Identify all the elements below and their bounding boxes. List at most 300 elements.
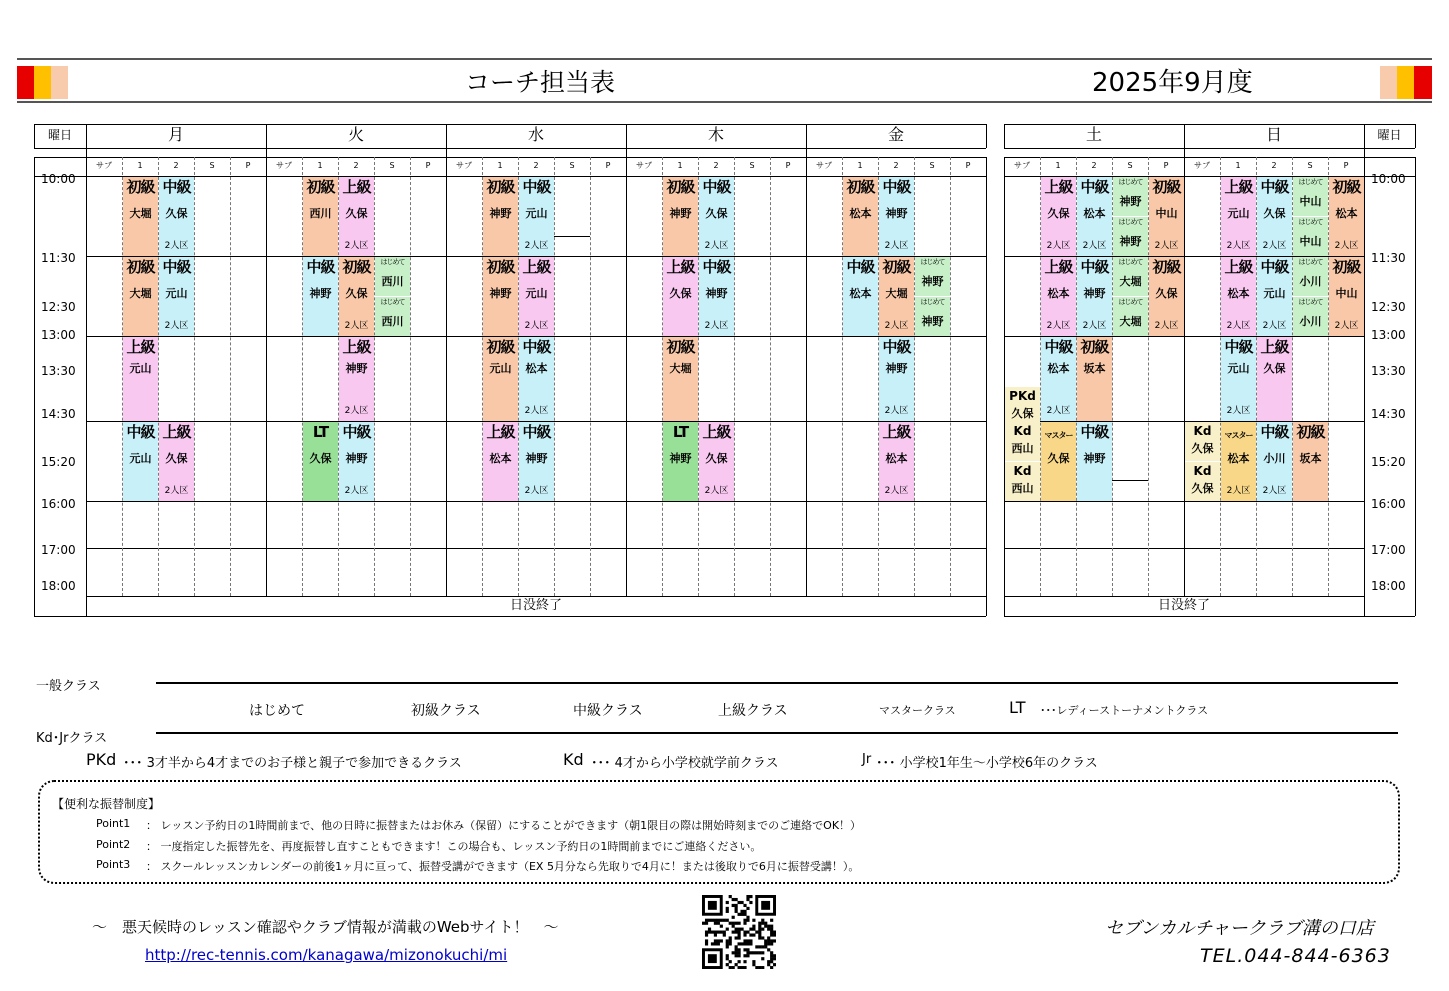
subcol-header: 1 xyxy=(1055,161,1061,170)
class-coach: 神野 xyxy=(309,287,332,300)
grid-rule xyxy=(1004,148,1415,149)
class-level: 初級 xyxy=(486,178,515,196)
kids-label: Kd xyxy=(1013,424,1032,438)
class-note: 2人区 xyxy=(524,321,549,331)
site-link[interactable]: http://rec-tennis.com/kanagawa/mizonokuchi/mi xyxy=(145,946,508,964)
class-coach: 久保 xyxy=(1263,362,1286,375)
class-level: マスター xyxy=(1044,431,1073,440)
class-cell xyxy=(483,422,518,501)
class-level: 初級 xyxy=(486,338,515,356)
grid-subcol-rule xyxy=(410,157,411,596)
class-note: 2人区 xyxy=(164,321,189,331)
class-cell xyxy=(1077,177,1112,256)
class-coach: 元山 xyxy=(129,362,152,375)
hajimete-label: はじめて xyxy=(1118,298,1143,306)
hajimete-coach: 神野 xyxy=(1119,235,1142,248)
legend-lt-label: LT xyxy=(1009,698,1026,717)
subcol-header: 2 xyxy=(533,161,539,170)
class-level: 中級 xyxy=(162,258,191,276)
grid-subcol-rule xyxy=(194,157,195,596)
grid-subcol-rule xyxy=(230,157,231,596)
class-note: 2人区 xyxy=(1262,486,1287,496)
subcol-header: S xyxy=(389,161,395,170)
subcol-header: 2 xyxy=(1271,161,1277,170)
subcol-header: 1 xyxy=(137,161,143,170)
hajimete-coach: 西川 xyxy=(381,275,404,288)
class-cell xyxy=(843,257,878,336)
qr-code-icon xyxy=(702,895,776,969)
class-note: 2人区 xyxy=(524,486,549,496)
legend-pkd-label: PKd xyxy=(86,750,117,769)
time-label-left: 16:00 xyxy=(41,497,76,511)
hajimete-label: はじめて xyxy=(1298,178,1323,186)
subcol-header: 2 xyxy=(353,161,359,170)
subcol-header: P xyxy=(785,161,791,170)
class-note: 2人区 xyxy=(1046,241,1071,251)
page-title: コーチ担当表 xyxy=(465,68,616,97)
subcol-header: P xyxy=(605,161,611,170)
hajimete-coach: 大堀 xyxy=(1119,315,1142,328)
hajimete-cell xyxy=(1293,257,1328,296)
class-level: 初級 xyxy=(1332,258,1361,276)
class-cell xyxy=(843,177,878,256)
class-coach: 久保 xyxy=(345,287,368,300)
time-label-right: 18:00 xyxy=(1371,579,1406,593)
hajimete-cell xyxy=(1293,297,1328,336)
class-level: 上級 xyxy=(666,258,695,276)
class-note: 2人区 xyxy=(524,406,549,416)
class-cell xyxy=(1077,422,1112,501)
class-coach: 元山 xyxy=(165,287,188,300)
class-coach: 神野 xyxy=(669,207,692,220)
time-label-left: 10:00 xyxy=(41,172,76,186)
class-note: 2人区 xyxy=(344,486,369,496)
grid-rule xyxy=(1184,124,1185,596)
class-note: 2人区 xyxy=(884,241,909,251)
subcol-header: P xyxy=(965,161,971,170)
class-note: 2人区 xyxy=(1046,321,1071,331)
subcol-header: 1 xyxy=(857,161,863,170)
hajimete-coach: 神野 xyxy=(921,315,944,328)
class-level: LT xyxy=(672,423,689,441)
class-cell xyxy=(1041,337,1076,421)
hajimete-label: はじめて xyxy=(920,258,945,266)
class-cell xyxy=(663,257,698,336)
time-label-left: 12:30 xyxy=(41,300,76,314)
subcol-header: サブ xyxy=(1194,161,1210,170)
transfer-point2-text: ： 一度指定した振替先を、再度振替し直すこともできます！この場合も、レッスン予約日の1時間前までにご連絡ください。 xyxy=(146,840,762,853)
class-note: 2人区 xyxy=(1262,241,1287,251)
day-header-1: 火 xyxy=(347,125,364,144)
legend-advanced: 上級クラス xyxy=(718,703,788,719)
kids-cell xyxy=(1005,387,1040,426)
class-level: 中級 xyxy=(306,258,335,276)
hajimete-cell xyxy=(1113,217,1148,256)
time-label-left: 13:30 xyxy=(41,364,76,378)
class-coach: 小川 xyxy=(1263,452,1286,465)
transfer-title: 【便利な振替制度】 xyxy=(52,797,161,811)
hajimete-coach: 中山 xyxy=(1299,195,1322,208)
class-level: LT xyxy=(312,423,329,441)
legend-lt-desc: ･･･レディーストーナメントクラス xyxy=(1040,704,1209,717)
class-level: マスター xyxy=(1224,431,1253,440)
transfer-box xyxy=(38,780,1400,884)
class-cell xyxy=(1041,422,1076,501)
class-level: 中級 xyxy=(882,178,911,196)
class-coach: 元山 xyxy=(129,452,152,465)
class-level: 中級 xyxy=(1260,178,1289,196)
class-level: 中級 xyxy=(702,258,731,276)
hajimete-cell xyxy=(375,297,410,336)
class-cell xyxy=(1041,177,1076,256)
class-coach: 松本 xyxy=(1083,207,1106,220)
class-coach: 久保 xyxy=(1047,207,1070,220)
class-coach: 久保 xyxy=(165,207,188,220)
class-coach: 神野 xyxy=(345,362,368,375)
class-coach: 神野 xyxy=(669,452,692,465)
weekday-header: 曜日 xyxy=(47,128,72,142)
class-cell xyxy=(339,257,374,336)
class-coach: 久保 xyxy=(1155,287,1178,300)
legend-jr-desc: ･･･ 小学校1年生～小学校6年のクラス xyxy=(876,756,1098,771)
subcol-header: サブ xyxy=(96,161,112,170)
day-header-4: 金 xyxy=(887,125,904,144)
class-coach: 久保 xyxy=(165,452,188,465)
class-coach: 神野 xyxy=(885,207,908,220)
header-rule-bottom xyxy=(17,101,1432,103)
class-coach: 松本 xyxy=(1335,207,1358,220)
class-level: 初級 xyxy=(126,178,155,196)
class-level: 上級 xyxy=(1224,178,1253,196)
class-note: 2人区 xyxy=(704,321,729,331)
subcol-header: P xyxy=(245,161,251,170)
day-header-3: 木 xyxy=(707,125,724,144)
class-coach: 久保 xyxy=(705,452,728,465)
stripe-red-left xyxy=(17,66,34,99)
class-coach: 神野 xyxy=(489,287,512,300)
class-coach: 大堀 xyxy=(885,287,908,300)
class-coach: 元山 xyxy=(489,362,512,375)
subcol-header: P xyxy=(1343,161,1349,170)
stripe-peach-right xyxy=(1380,66,1397,99)
time-label-right: 13:00 xyxy=(1371,328,1406,342)
class-coach: 大堀 xyxy=(129,287,152,300)
subcol-header: サブ xyxy=(816,161,832,170)
time-label-right: 16:00 xyxy=(1371,497,1406,511)
site-message: ～ 悪天候時のレッスン確認やクラブ情報が満載のWebサイト！ ～ xyxy=(92,918,559,936)
class-coach: 神野 xyxy=(489,207,512,220)
grid-rule xyxy=(1415,157,1416,616)
class-coach: 松本 xyxy=(1047,287,1070,300)
class-cell xyxy=(123,422,158,501)
class-cell xyxy=(1221,257,1256,336)
subcol-header: P xyxy=(1163,161,1169,170)
legend-general-title: 一般クラス xyxy=(36,679,101,694)
kids-coach: 西山 xyxy=(1011,442,1034,455)
hajimete-label: はじめて xyxy=(1118,258,1143,266)
class-note: 2人区 xyxy=(344,406,369,416)
class-cell xyxy=(1221,177,1256,256)
hajimete-coach: 神野 xyxy=(1119,195,1142,208)
subcol-header: S xyxy=(569,161,575,170)
day-header-0: 月 xyxy=(167,125,184,144)
class-level: 上級 xyxy=(702,423,731,441)
grid-rule xyxy=(806,124,807,596)
class-cell xyxy=(483,337,518,421)
class-coach: 中山 xyxy=(1155,207,1178,220)
time-label-right: 17:00 xyxy=(1371,543,1406,557)
class-level: 上級 xyxy=(126,338,155,356)
class-cell xyxy=(1329,257,1364,336)
class-coach: 久保 xyxy=(1263,207,1286,220)
class-level: 中級 xyxy=(1080,258,1109,276)
class-cell xyxy=(879,337,914,421)
class-note: 2人区 xyxy=(1262,321,1287,331)
grid-rule xyxy=(986,124,987,148)
class-coach: 松本 xyxy=(1047,362,1070,375)
class-cell xyxy=(159,257,194,336)
class-note: 2人区 xyxy=(1226,406,1251,416)
class-level: 初級 xyxy=(1152,178,1181,196)
grid-rule xyxy=(34,157,986,158)
grid-rule xyxy=(34,616,986,617)
stripe-yellow-left xyxy=(34,66,51,99)
class-cell xyxy=(303,257,338,336)
cell-divider xyxy=(1112,480,1148,481)
class-coach: 神野 xyxy=(885,362,908,375)
club-tel: TEL.044-844-6363 xyxy=(1200,945,1391,967)
class-coach: 西川 xyxy=(309,207,332,220)
day-header-6: 日 xyxy=(1265,125,1282,144)
class-coach: 松本 xyxy=(885,452,908,465)
class-coach: 久保 xyxy=(669,287,692,300)
header-rule-top xyxy=(17,58,1432,60)
class-note: 2人区 xyxy=(1154,241,1179,251)
time-label-left: 14:30 xyxy=(41,407,76,421)
class-cell xyxy=(1077,337,1112,421)
grid-subcol-rule xyxy=(590,157,591,596)
legend-kd-desc: ･･･ 4才から小学校就学前クラス xyxy=(591,756,779,771)
class-cell xyxy=(519,257,554,336)
hajimete-coach: 西川 xyxy=(381,315,404,328)
grid-subcol-rule xyxy=(770,157,771,596)
legend-kd-label: Kd xyxy=(563,750,584,769)
sunset-label-weekday: 日没終了 xyxy=(509,598,562,613)
class-coach: 神野 xyxy=(1083,452,1106,465)
class-cell xyxy=(483,177,518,256)
hajimete-label: はじめて xyxy=(1298,218,1323,226)
kids-label: Kd xyxy=(1013,464,1032,478)
class-note: 2人区 xyxy=(704,486,729,496)
subcol-header: S xyxy=(749,161,755,170)
hajimete-cell xyxy=(375,257,410,296)
class-coach: 元山 xyxy=(525,207,548,220)
hajimete-label: はじめて xyxy=(1118,178,1143,186)
hajimete-label: はじめて xyxy=(920,298,945,306)
class-cell xyxy=(339,422,374,501)
class-note: 2人区 xyxy=(164,486,189,496)
class-level: 初級 xyxy=(666,178,695,196)
class-cell xyxy=(159,422,194,501)
class-cell xyxy=(123,337,158,421)
hajimete-cell xyxy=(1293,177,1328,216)
class-cell xyxy=(1221,422,1256,501)
time-label-left: 13:00 xyxy=(41,328,76,342)
class-coach: 久保 xyxy=(345,207,368,220)
class-cell xyxy=(1329,177,1364,256)
class-note: 2人区 xyxy=(1334,241,1359,251)
class-level: 初級 xyxy=(1152,258,1181,276)
class-coach: 元山 xyxy=(1227,362,1250,375)
class-level: 初級 xyxy=(1080,338,1109,356)
hajimete-coach: 中山 xyxy=(1299,235,1322,248)
sunset-label-weekend: 日没終了 xyxy=(1157,598,1210,613)
class-cell xyxy=(663,422,698,501)
legend-pkd-desc: ･･･ 3才半から4才までのお子様と親子で参加できるクラス xyxy=(123,756,462,771)
time-label-left: 17:00 xyxy=(41,543,76,557)
subcol-header: 1 xyxy=(317,161,323,170)
class-note: 2人区 xyxy=(1046,406,1071,416)
class-coach: 元山 xyxy=(1263,287,1286,300)
class-coach: 神野 xyxy=(345,452,368,465)
subcol-header: S xyxy=(1127,161,1133,170)
legend-hajimete: はじめて xyxy=(249,703,305,719)
class-note: 2人区 xyxy=(524,241,549,251)
time-label-left: 11:30 xyxy=(41,251,76,265)
class-cell xyxy=(879,257,914,336)
class-coach: 神野 xyxy=(525,452,548,465)
class-cell xyxy=(1221,337,1256,421)
class-cell xyxy=(1293,422,1328,501)
kids-cell xyxy=(1005,462,1040,501)
class-cell xyxy=(1149,177,1184,256)
class-note: 2人区 xyxy=(884,486,909,496)
hajimete-cell xyxy=(1113,177,1148,216)
class-note: 2人区 xyxy=(1154,321,1179,331)
legend-intermediate: 中級クラス xyxy=(573,703,643,719)
class-level: 初級 xyxy=(306,178,335,196)
class-coach: 坂本 xyxy=(1083,362,1106,375)
subcol-header: 2 xyxy=(1091,161,1097,170)
time-label-right: 11:30 xyxy=(1371,251,1406,265)
hajimete-cell xyxy=(915,257,950,296)
class-note: 2人区 xyxy=(1082,241,1107,251)
class-level: 初級 xyxy=(342,258,371,276)
class-level: 初級 xyxy=(486,258,515,276)
class-cell xyxy=(1257,177,1292,256)
class-cell xyxy=(303,177,338,256)
class-level: 中級 xyxy=(522,178,551,196)
class-level: 上級 xyxy=(162,423,191,441)
time-label-right: 15:20 xyxy=(1371,455,1406,469)
class-level: 中級 xyxy=(162,178,191,196)
class-level: 上級 xyxy=(342,178,371,196)
class-level: 上級 xyxy=(486,423,515,441)
class-cell xyxy=(1041,257,1076,336)
class-level: 中級 xyxy=(1080,178,1109,196)
class-note: 2人区 xyxy=(164,241,189,251)
class-coach: 久保 xyxy=(1047,452,1070,465)
class-cell xyxy=(483,257,518,336)
class-note: 2人区 xyxy=(1226,321,1251,331)
class-level: 中級 xyxy=(126,423,155,441)
grid-rule xyxy=(34,148,986,149)
class-cell xyxy=(1257,422,1292,501)
legend-kids-title: Kd･Jrクラス xyxy=(36,731,108,746)
kids-label: Kd xyxy=(1193,464,1212,478)
subcol-header: S xyxy=(1307,161,1313,170)
class-coach: 松本 xyxy=(1227,287,1250,300)
grid-rule xyxy=(34,157,35,616)
kids-coach: 西山 xyxy=(1011,482,1034,495)
class-level: 初級 xyxy=(1332,178,1361,196)
class-note: 2人区 xyxy=(884,321,909,331)
transfer-point2-label: Point2 xyxy=(96,838,131,851)
class-cell xyxy=(663,337,698,421)
hajimete-label: はじめて xyxy=(380,298,405,306)
hajimete-label: はじめて xyxy=(380,258,405,266)
subcol-header: サブ xyxy=(636,161,652,170)
club-name: セブンカルチャークラブ溝の口店 xyxy=(1105,918,1374,939)
hajimete-cell xyxy=(1113,257,1148,296)
class-coach: 元山 xyxy=(1227,207,1250,220)
class-coach: 久保 xyxy=(309,452,332,465)
class-cell xyxy=(519,422,554,501)
class-level: 初級 xyxy=(882,258,911,276)
class-note: 2人区 xyxy=(1226,486,1251,496)
transfer-point1-label: Point1 xyxy=(96,817,131,830)
grid-rule xyxy=(266,124,267,596)
hajimete-label: はじめて xyxy=(1118,218,1143,226)
class-note: 2人区 xyxy=(1082,321,1107,331)
grid-rule xyxy=(986,157,987,616)
class-cell xyxy=(519,337,554,421)
kids-coach: 久保 xyxy=(1011,407,1034,420)
subcol-header: 2 xyxy=(713,161,719,170)
grid-rule xyxy=(1415,124,1416,148)
class-coach: 大堀 xyxy=(129,207,152,220)
kids-cell xyxy=(1005,422,1040,461)
class-level: 中級 xyxy=(1044,338,1073,356)
time-label-right: 10:00 xyxy=(1371,172,1406,186)
class-level: 中級 xyxy=(882,338,911,356)
grid-rule xyxy=(626,124,627,596)
grid-subcol-rule xyxy=(950,157,951,596)
subcol-header: 1 xyxy=(1235,161,1241,170)
class-level: 中級 xyxy=(1260,423,1289,441)
class-coach: 神野 xyxy=(1083,287,1106,300)
class-note: 2人区 xyxy=(344,241,369,251)
class-level: 初級 xyxy=(1296,423,1325,441)
kids-label: Kd xyxy=(1193,424,1212,438)
class-level: 上級 xyxy=(1260,338,1289,356)
time-label-left: 18:00 xyxy=(41,579,76,593)
subcol-header: 2 xyxy=(893,161,899,170)
class-level: 初級 xyxy=(846,178,875,196)
grid-subcol-rule xyxy=(554,157,555,596)
class-coach: 元山 xyxy=(525,287,548,300)
class-cell xyxy=(159,177,194,256)
grid-rule xyxy=(1004,616,1415,617)
class-level: 中級 xyxy=(342,423,371,441)
subcol-header: S xyxy=(929,161,935,170)
kids-cell xyxy=(1185,422,1220,461)
class-cell xyxy=(879,177,914,256)
legend-master: マスタークラス xyxy=(879,704,956,717)
class-cell xyxy=(879,422,914,501)
hajimete-cell xyxy=(915,297,950,336)
class-level: 上級 xyxy=(1224,258,1253,276)
